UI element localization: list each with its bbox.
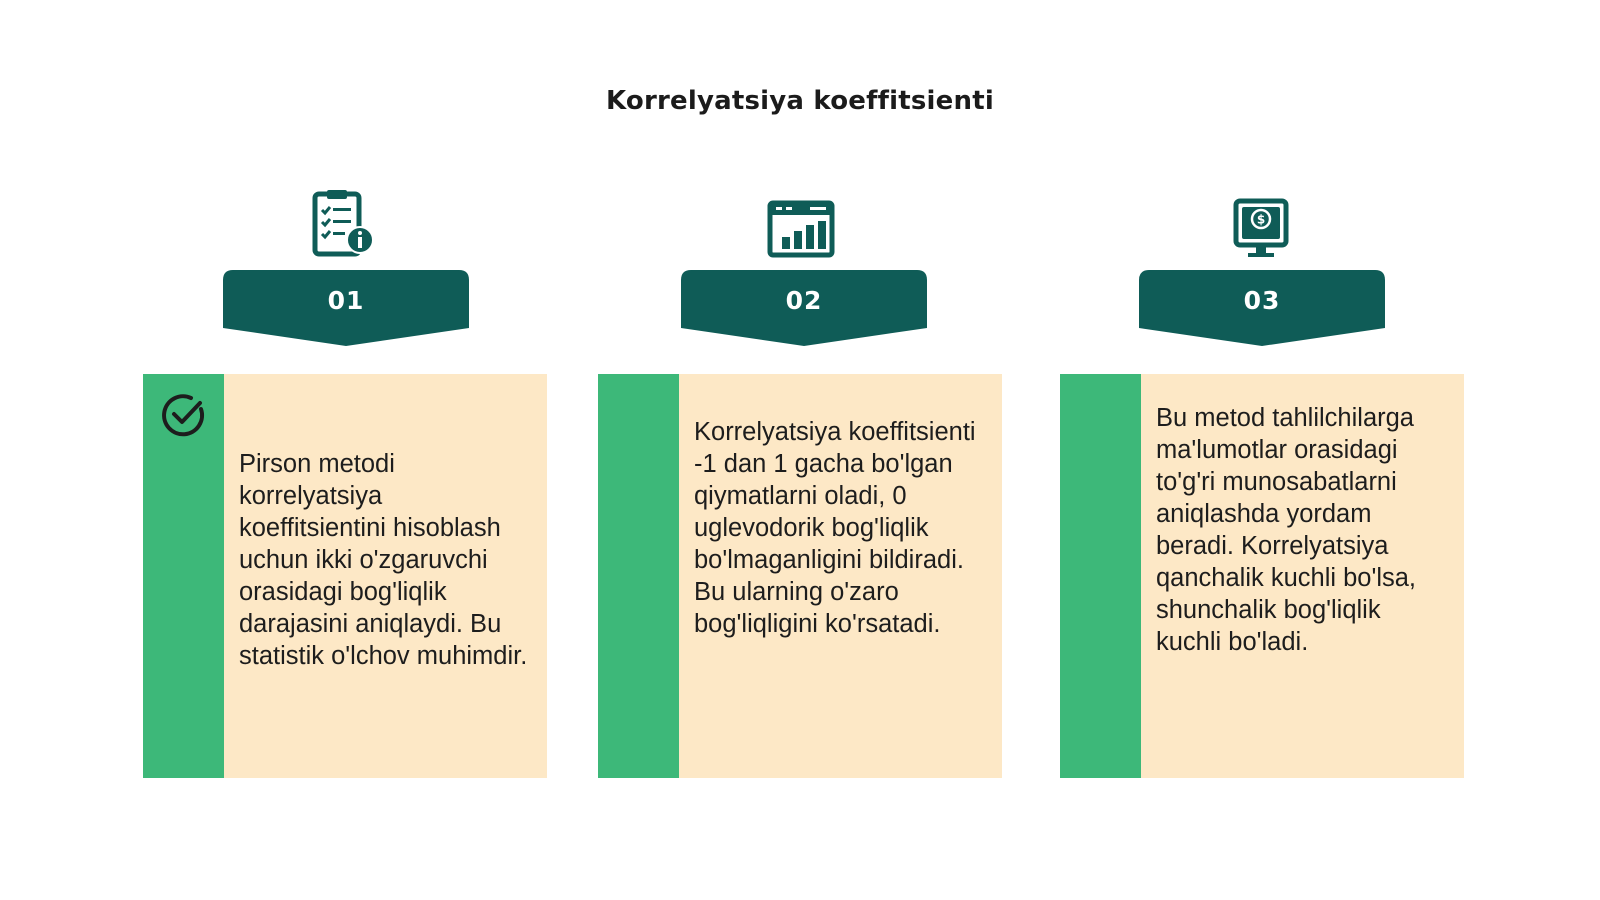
step-description: Pirson metodi korrelyatsiya koeffitsientini hisoblash uchun ikki o'zgaruvchi orasidagi bog'liqlik darajasini aniqlaydi. Bu statistik o'lchov muhimdir. <box>239 450 528 670</box>
step-description: Bu metod tahlilchilarga ma'lumotlar orasidagi to'g'ri munosabatlarni aniqlashda yordam beradi. Korrelyatsiya qanchalik kuchli bo'lsa, shunchalik bog'liqlik kuchli bo'ladi. <box>1156 404 1417 656</box>
step-card-02 <box>598 374 1002 778</box>
step-number: 01 <box>327 286 365 315</box>
step-description: Korrelyatsiya koeffitsienti -1 dan 1 gacha bo'lgan qiymatlarni oladi, 0 uglevodorik bog'liqlik bo'lmaganligini bildiradi. Bu ularning o'zaro bog'liqligini ko'rsatadi. <box>694 418 976 638</box>
bar-chart-window-icon <box>766 195 836 265</box>
step-number: 03 <box>1243 286 1281 315</box>
step-card-03 <box>1060 374 1464 778</box>
card-accent-bar <box>1060 374 1141 778</box>
step-card-01 <box>143 374 547 778</box>
step-number: 02 <box>785 286 823 315</box>
page-title: Korrelyatsiya koeffitsienti <box>606 86 994 116</box>
card-accent-bar <box>143 374 224 778</box>
step-badge-02 <box>681 270 927 348</box>
money-monitor-icon <box>1226 195 1296 265</box>
step-badge-01 <box>223 270 469 348</box>
card-accent-bar <box>598 374 679 778</box>
clipboard-checklist-info-icon <box>309 188 379 258</box>
svg-text:$: $ <box>1256 212 1266 227</box>
check-circle-icon <box>161 392 207 438</box>
step-badge-03 <box>1139 270 1385 348</box>
